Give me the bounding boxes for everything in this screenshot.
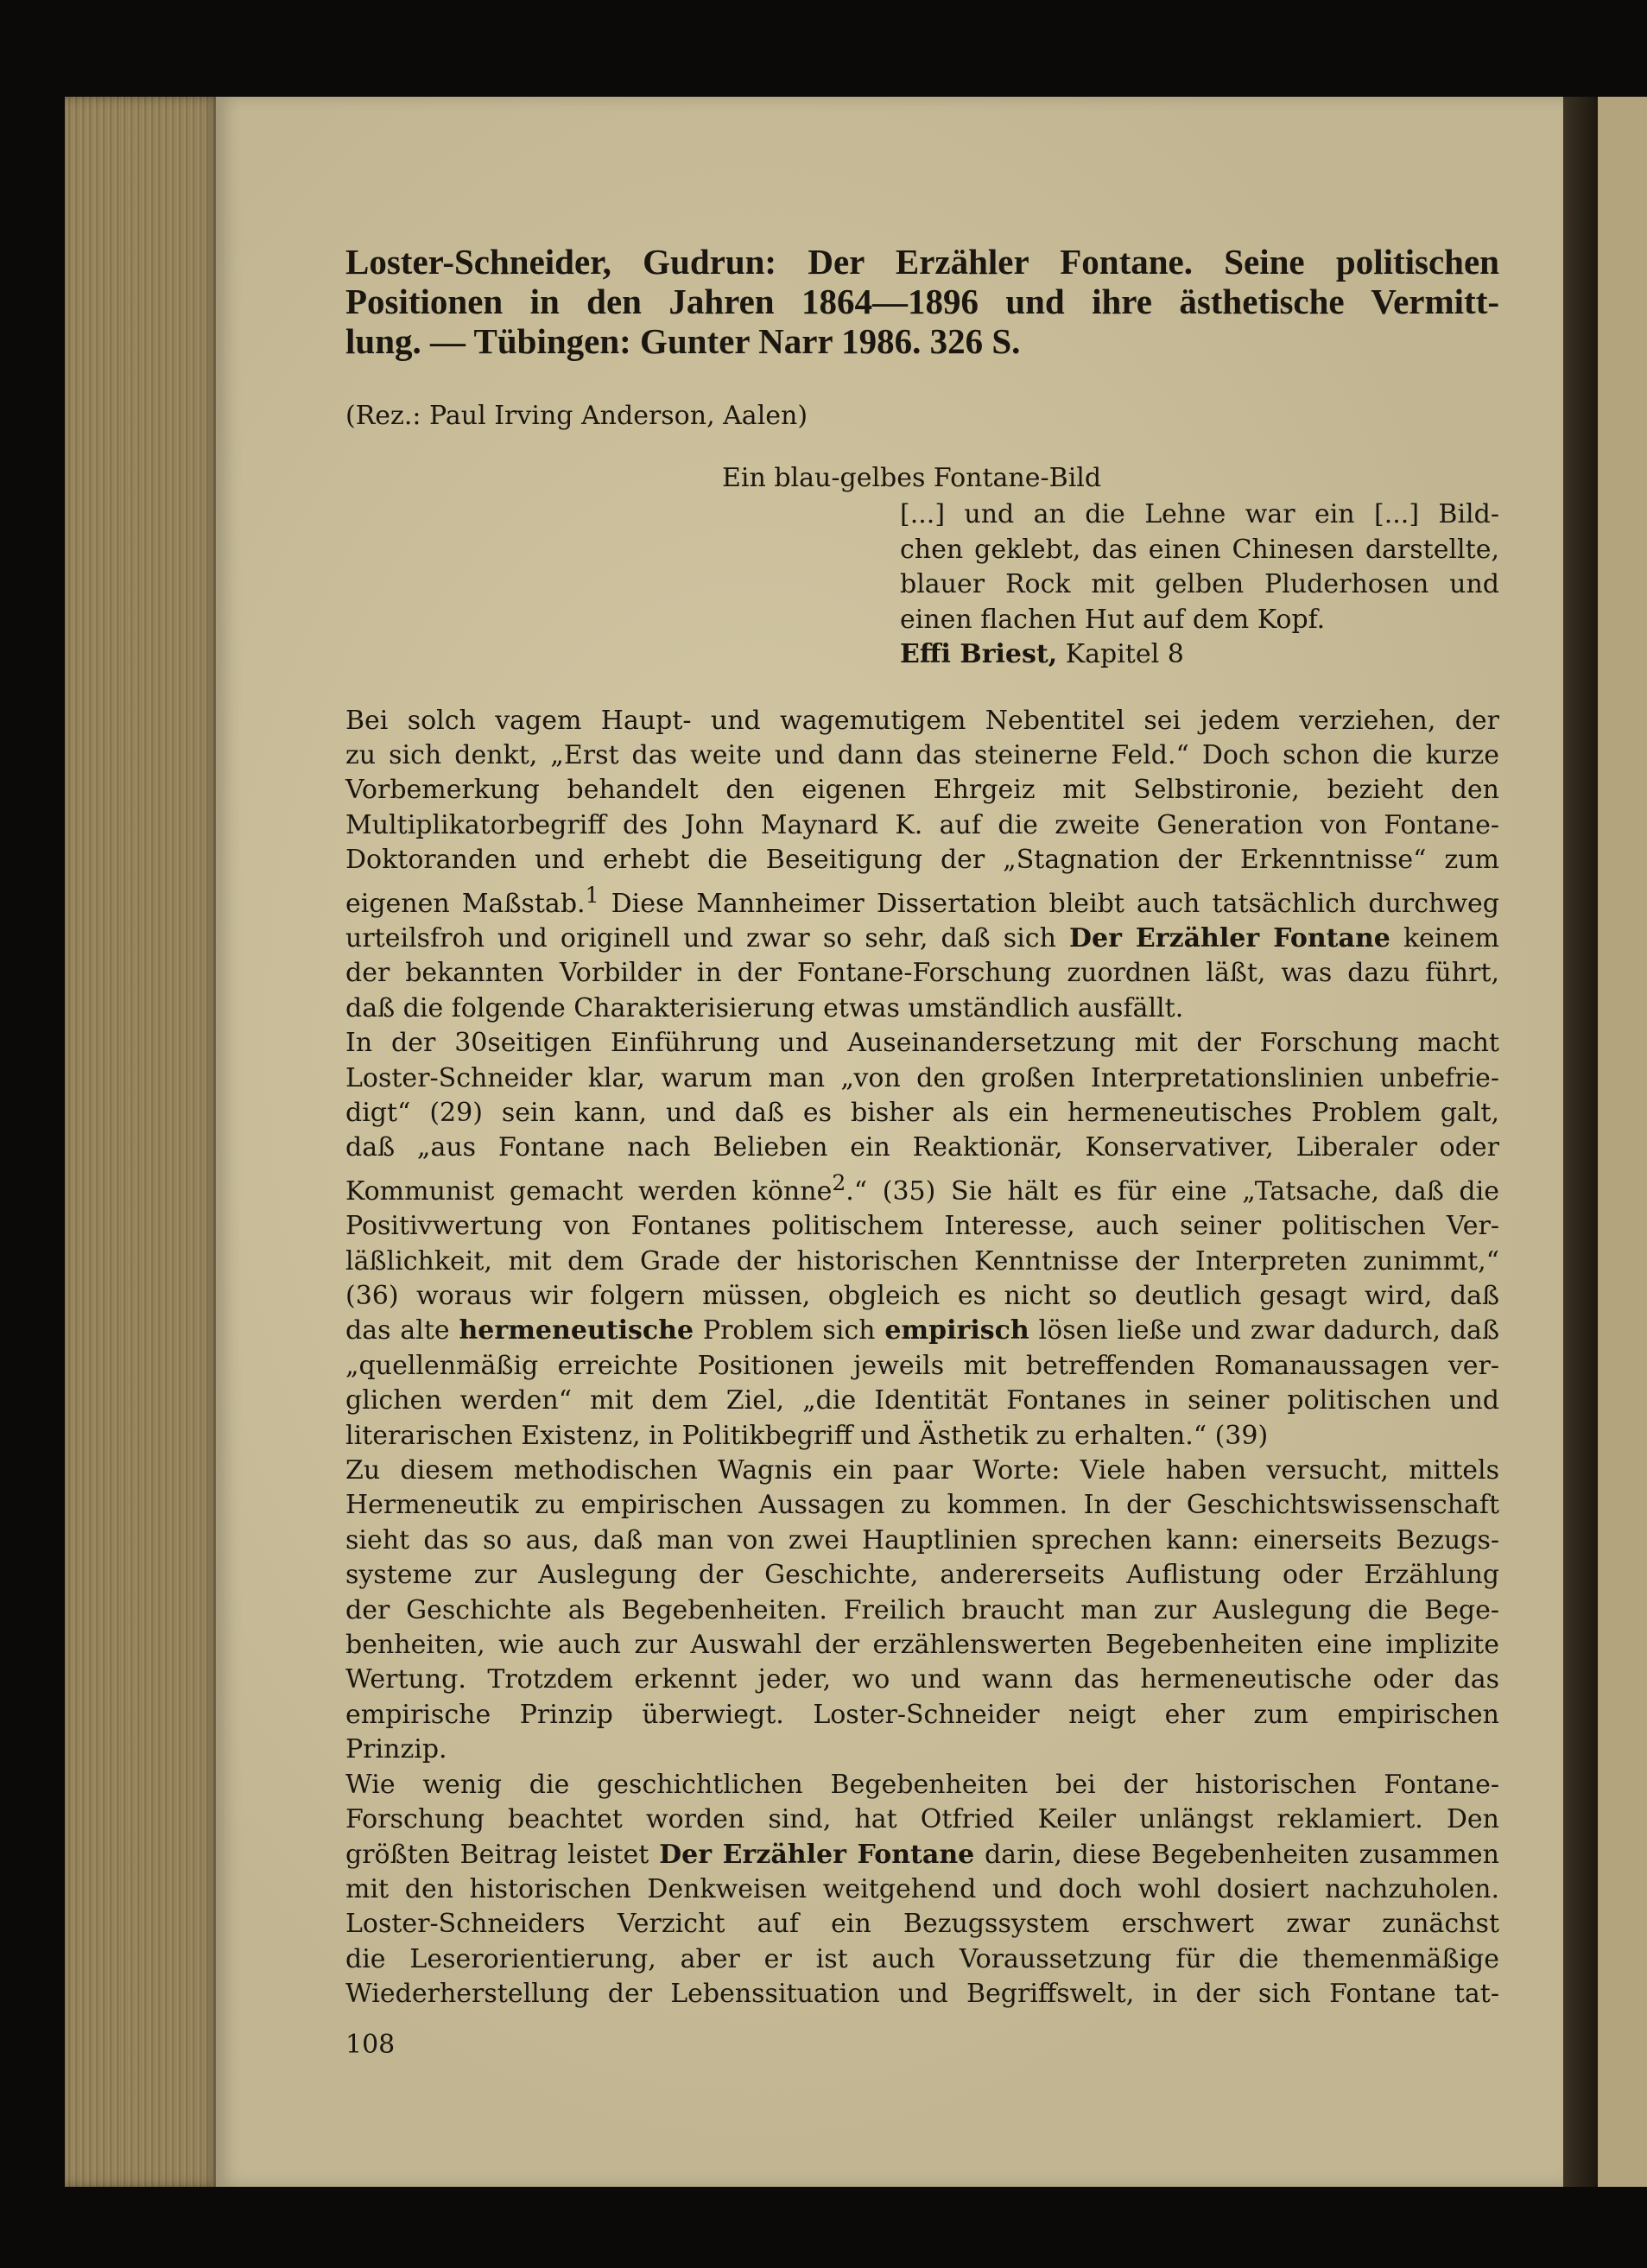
- title-line: lung. — Tübingen: Gunter Narr 1986. 326 S.: [345, 321, 1021, 361]
- page-content: [345, 242, 1499, 2012]
- text-line: systeme zur Auslegung der Geschichte, andererseits Auflistung oder Erzählung: [345, 1560, 1499, 1591]
- text-line: daß „aus Fontane nach Belieben ein Reaktionär, Konservativer, Liberaler oder: [345, 1132, 1499, 1163]
- text-segment: darin, diese Begebenheiten zusammen: [974, 1839, 1499, 1870]
- text-line: [345, 1166, 1499, 1209]
- text-line: der bekannten Vorbilder in der Fontane-Forschung zuordnen läßt, was dazu führt,: [345, 958, 1499, 989]
- text-line: Wie wenig die geschichtlichen Begebenheiten bei der historischen Fontane-: [345, 1769, 1499, 1800]
- quote-line: blauer Rock mit gelben Pluderhosen und: [900, 569, 1499, 599]
- title-line: Loster-Schneider, Gudrun: Der Erzähler Fontane. Seine politischen: [345, 242, 1499, 282]
- text-line: Loster-Schneiders Verzicht auf ein Bezugssystem erschwert zwar zunächst: [345, 1909, 1499, 1940]
- text-line: digt“ (29) sein kann, und daß es bisher als ein hermeneutisches Problem galt,: [345, 1097, 1499, 1128]
- paragraph-4: [345, 1768, 1499, 2012]
- text-line: literarischen Existenz, in Politikbegriff und Ästhetik zu erhalten.“ (39): [345, 1420, 1269, 1451]
- quote-source-work: Effi Briest,: [900, 639, 1058, 669]
- paragraph-3: [345, 1454, 1499, 1768]
- text-line: zu sich denkt, „Erst das weite und dann das steinerne Feld.“ Doch schon die kurze: [345, 739, 1499, 770]
- next-page-edge: [1598, 97, 1647, 2187]
- quote-line: einen flachen Hut auf dem Kopf.: [900, 604, 1326, 635]
- text-line: glichen werden“ mit dem Ziel, „die Identität Fontanes in seiner politischen und: [345, 1385, 1499, 1416]
- text-segment: lösen ließe und zwar dadurch, daß: [1029, 1315, 1499, 1346]
- text-segment: urteilsfroh und originell und zwar so sehr, daß sich: [345, 922, 1069, 953]
- book-page-edges: [65, 97, 220, 2187]
- text-line: mit den historischen Denkweisen weitgehend und doch wohl dosiert nachzuholen.: [345, 1873, 1499, 1904]
- quote-line: chen geklebt, das einen Chinesen darstellte,: [900, 534, 1499, 565]
- paragraph-1: [345, 704, 1499, 1027]
- text-line: Bei solch vagem Haupt- und wagemutigem Nebentitel sei jedem verziehen, der: [345, 705, 1499, 736]
- book-gutter: [1563, 97, 1598, 2187]
- text-segment: Problem sich: [694, 1315, 885, 1346]
- text-line: Forschung beachtet worden sind, hat Otfried Keiler unlängst reklamiert. Den: [345, 1804, 1499, 1835]
- text-segment: keinem: [1390, 922, 1499, 953]
- footnote-marker: 2: [832, 1169, 846, 1195]
- text-segment: .“ (35) Sie hält es für eine „Tatsache, daß die: [846, 1175, 1499, 1207]
- text-line: „quellenmäßig erreichte Positionen jeweils mit betreffenden Romanaussagen ver-: [345, 1350, 1499, 1381]
- text-line: daß die folgende Charakterisierung etwas umständlich ausfällt.: [345, 992, 1184, 1023]
- paragraph-2: [345, 1026, 1499, 1454]
- review-body: [345, 704, 1499, 2012]
- text-segment: Diese Mannheimer Dissertation bleibt auch tatsächlich durchweg: [599, 888, 1499, 919]
- epigraph-quote: [900, 497, 1499, 673]
- text-line: In der 30seitigen Einführung und Auseinandersetzung mit der Forschung macht: [345, 1028, 1499, 1059]
- quote-line: [...] und an die Lehne war ein [...] Bild-: [900, 499, 1499, 529]
- reviewer-credit: (Rez.: Paul Irving Anderson, Aalen): [345, 401, 808, 431]
- text-line: [345, 922, 1499, 956]
- book-title-ref: Der Erzähler Fontane: [1069, 922, 1390, 953]
- text-line: [345, 1314, 1499, 1348]
- text-line: [345, 1838, 1499, 1872]
- title-line: Positionen in den Jahren 1864—1896 und ihre ästhetische Vermitt-: [345, 282, 1499, 321]
- text-line: Wiederherstellung der Lebenssituation und Begriffswelt, in der sich Fontane tat-: [345, 1979, 1499, 2010]
- page-number: 108: [345, 2030, 396, 2060]
- text-line: empirische Prinzip überwiegt. Loster-Schneider neigt eher zum empirischen: [345, 1699, 1499, 1730]
- review-title: [345, 242, 1499, 361]
- text-line: läßlichkeit, mit dem Grade der historischen Kenntnisse der Interpreten zunimmt,“: [345, 1245, 1499, 1277]
- text-segment: größten Beitrag leistet: [345, 1839, 660, 1870]
- text-line: die Leserorientierung, aber er ist auch Voraussetzung für die themenmäßige: [345, 1943, 1499, 1974]
- epigraph-title: Ein blau-gelbes Fontane-Bild: [722, 463, 1102, 493]
- text-line: Vorbemerkung behandelt den eigenen Ehrgeiz mit Selbstironie, bezieht den: [345, 775, 1499, 806]
- text-line: Doktoranden und erhebt die Beseitigung der „Stagnation der Erkenntnisse“ zum: [345, 845, 1499, 876]
- emphasis: hermeneutische: [459, 1315, 694, 1346]
- emphasis: empirisch: [884, 1315, 1029, 1346]
- text-segment: das alte: [345, 1315, 459, 1346]
- text-line: Prinzip.: [345, 1734, 447, 1765]
- text-line: Wertung. Trotzdem erkennt jeder, wo und wann das hermeneutische oder das: [345, 1664, 1499, 1695]
- text-line: sieht das so aus, daß man von zwei Hauptlinien sprechen kann: einerseits Bezugs-: [345, 1524, 1499, 1555]
- text-line: der Geschichte als Begebenheiten. Freilich braucht man zur Auslegung die Bege-: [345, 1594, 1499, 1625]
- text-line: benheiten, wie auch zur Auswahl der erzählenswerten Begebenheiten eine implizite: [345, 1630, 1499, 1661]
- text-line: Positivwertung von Fontanes politischem Interesse, auch seiner politischen Ver-: [345, 1211, 1499, 1242]
- text-line: Zu diesem methodischen Wagnis ein paar Worte: Viele haben versucht, mittels: [345, 1455, 1499, 1486]
- text-line: Multiplikatorbegriff des John Maynard K. auf die zweite Generation von Fontane-: [345, 809, 1499, 840]
- quote-source-chapter: Kapitel 8: [1057, 639, 1184, 669]
- text-line: Loster-Schneider klar, warum man „von den großen Interpretationslinien unbefrie-: [345, 1062, 1499, 1093]
- footnote-marker: 1: [585, 882, 599, 908]
- text-line: Hermeneutik zu empirischen Aussagen zu kommen. In der Geschichtswissenschaft: [345, 1490, 1499, 1521]
- text-segment: Kommunist gemacht werden könne: [345, 1175, 833, 1207]
- text-line: [345, 878, 1499, 922]
- text-line: (36) woraus wir folgern müssen, obgleich es nicht so deutlich gesagt wird, daß: [345, 1281, 1499, 1311]
- quote-source: [900, 637, 1499, 673]
- text-segment: eigenen Maßstab.: [345, 888, 586, 919]
- book-title-ref: Der Erzähler Fontane: [659, 1839, 975, 1870]
